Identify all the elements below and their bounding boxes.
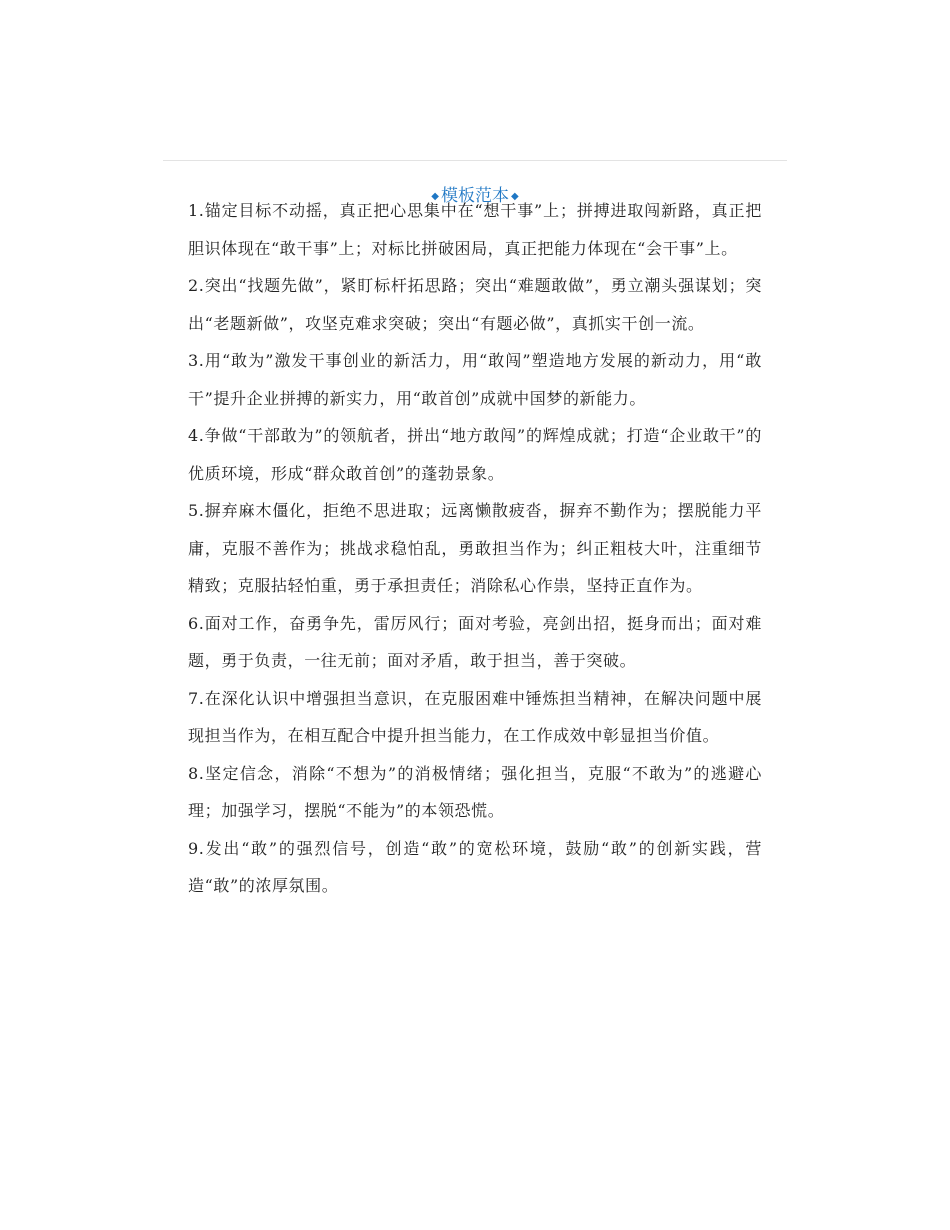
template-list <box>188 190 762 905</box>
list-item-3: 3.用“敢为”激发干事创业的新活力，用“敢闯”塑造地方发展的新动力，用“敢干”提升企业拼搏的新实力，用“敢首创”成就中国梦的新能力。 <box>188 351 762 408</box>
list-item-7: 7.在深化认识中增强担当意识，在克服困难中锤炼担当精神，在解决问题中展现担当作为，在相互配合中提升担当能力，在工作成效中彰显担当价值。 <box>188 688 762 745</box>
list-item-8: 8.坚定信念，消除“不想为”的消极情绪；强化担当，克服“不敢为”的逃避心理；加强学习，摆脱“不能为”的本领恐慌。 <box>188 763 762 820</box>
top-divider <box>163 160 787 161</box>
list-item-9: 9.发出“敢”的强烈信号，创造“敢”的宽松环境，鼓励“敢”的创新实践，营造“敢”的浓厚氛围。 <box>188 838 762 895</box>
list-item-2: 2.突出“找题先做”，紧盯标杆拓思路；突出“难题敢做”，勇立潮头强谋划；突出“老题新做”，攻坚克难求突破；突出“有题必做”，真抓实干创一流。 <box>188 276 762 333</box>
list-item-5: 5.摒弃麻木僵化，拒绝不思进取；远离懒散疲沓，摒弃不勤作为；摆脱能力平庸，克服不善作为；挑战求稳怕乱，勇敢担当作为；纠正粗枝大叶，注重细节精致；克服拈轻怕重，勇于承担责任；消除私心作祟，坚持正直作为。 <box>188 501 762 595</box>
heading-title: 模板范本 <box>441 186 509 206</box>
list-item-6: 6.面对工作，奋勇争先，雷厉风行；面对考验，亮剑出招，挺身而出；面对难题，勇于负责，一往无前；面对矛盾，敢于担当，善于突破。 <box>188 613 762 670</box>
list-item-4: 4.争做“干部敢为”的领航者，拼出“地方敢闯”的辉煌成就；打造“企业敢干”的优质环境，形成“群众敢首创”的蓬勃景象。 <box>188 426 762 483</box>
list-item-1: 1.锚定目标不动摇，真正把心思集中在“想干事”上；拼搏进取闯新路，真正把胆识体现在“敢干事”上；对标比拼破困局，真正把能力体现在“会干事”上。 <box>188 201 762 258</box>
diamond-right-icon: ◆ <box>511 191 519 202</box>
diamond-left-icon: ◆ <box>431 191 439 202</box>
